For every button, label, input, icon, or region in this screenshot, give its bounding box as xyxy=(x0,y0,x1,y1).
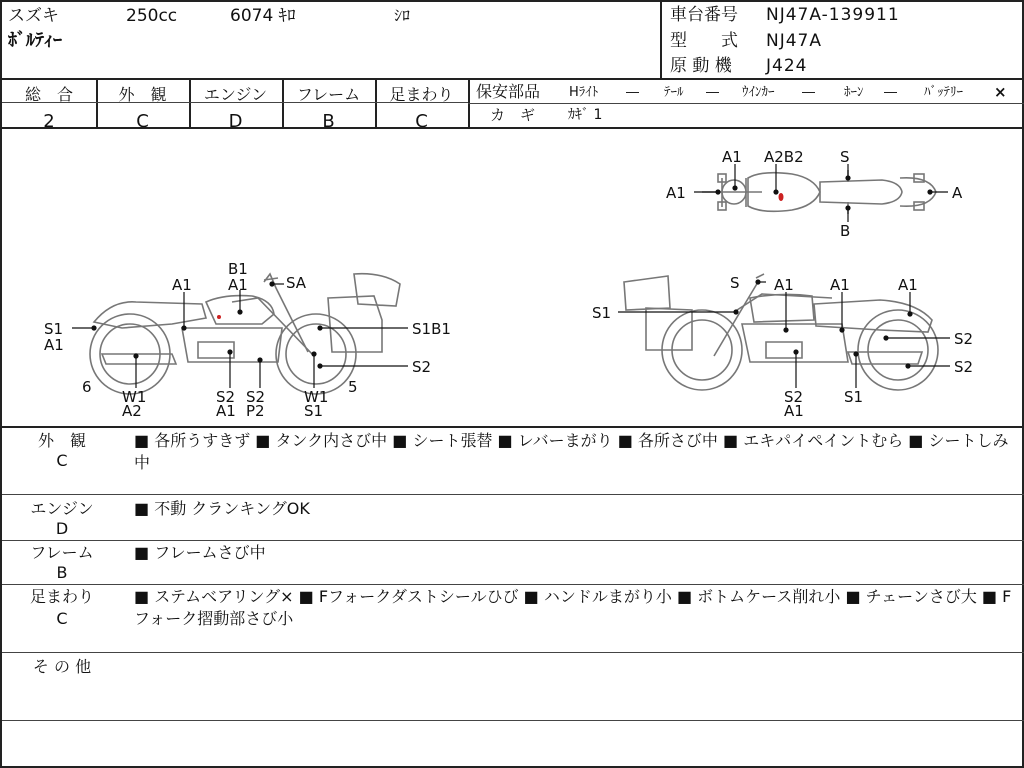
diagram-label: A1 xyxy=(228,276,248,294)
diagram-label: 6 xyxy=(82,378,92,396)
diagram-label: S xyxy=(730,274,740,292)
grade-value: C xyxy=(136,111,149,132)
diagram-label: B xyxy=(840,222,851,240)
note-rule xyxy=(2,720,1024,721)
note-frame xyxy=(2,542,1022,584)
note-head: そ の 他 xyxy=(32,657,92,676)
safety-item-headlight: Hﾗｲﾄ xyxy=(569,85,599,100)
diagram-label: S1B1 xyxy=(412,320,451,338)
safety-value: ― xyxy=(706,85,719,100)
displacement: 250cc xyxy=(126,6,178,26)
grade-value: D xyxy=(228,111,243,132)
diagram-label: S1 xyxy=(304,402,324,420)
note-text: ■ フレームさび中 xyxy=(134,543,266,562)
diagram-label: W1 xyxy=(304,388,329,406)
note-rule xyxy=(2,494,1024,495)
diagram-label: SA xyxy=(286,274,307,292)
diagram-label: S1 xyxy=(44,320,64,338)
diagram-label: S xyxy=(840,148,850,166)
note-other xyxy=(2,654,1022,720)
diagram-label: A xyxy=(952,184,963,202)
note-head: エンジン xyxy=(30,499,94,518)
frame-no-label: 車台番号 xyxy=(670,5,738,25)
diagram-label: S1 xyxy=(592,304,612,322)
diagram-label: A1 xyxy=(830,276,850,294)
diagram-label: S2 xyxy=(412,358,432,376)
key-label: カ ギ xyxy=(490,106,536,124)
diagram-label: S2 xyxy=(216,388,236,406)
note-text: ■ 不動 クランキングOK xyxy=(134,499,310,518)
diagram-label: A1 xyxy=(898,276,918,294)
note-head: 足まわり xyxy=(29,587,94,606)
note-grade: C xyxy=(56,451,68,470)
mileage: 6074 ｷﾛ xyxy=(230,6,296,26)
note-engine xyxy=(2,496,1022,540)
note-rule xyxy=(2,584,1024,585)
diagram-label: S2 xyxy=(954,358,974,376)
safety-item-winker: ｳｲﾝｶｰ xyxy=(742,85,775,100)
type-value: NJ47A xyxy=(766,31,822,51)
damage-mark xyxy=(779,193,784,201)
diagram-label: W1 xyxy=(122,388,147,406)
note-rule xyxy=(2,652,1024,653)
safety-value: × xyxy=(994,83,1007,101)
damage-marks xyxy=(217,193,784,319)
safety-value: ― xyxy=(626,85,639,100)
diagram-label: A1 xyxy=(172,276,192,294)
maker: スズキ xyxy=(8,6,59,26)
diagram-label: A2B2 xyxy=(764,148,804,166)
note-grade: B xyxy=(56,563,68,582)
diagram-label: S2 xyxy=(784,388,804,406)
grade-value: 2 xyxy=(43,111,55,132)
diagram-label: A1 xyxy=(44,336,64,354)
note-rule xyxy=(2,540,1024,541)
grade-label: 外 観 xyxy=(118,85,167,104)
safety-item-horn: ﾎｰﾝ xyxy=(844,85,864,100)
engine-label: 原 動 機 xyxy=(670,56,732,76)
note-exterior xyxy=(2,428,1022,494)
note-grade: D xyxy=(55,519,69,538)
diagram-label: A1 xyxy=(784,402,804,420)
grade-value: C xyxy=(415,111,428,132)
safety-label: 保安部品 xyxy=(476,82,541,101)
grade-label: 総 合 xyxy=(24,85,73,104)
diagram-label: A1 xyxy=(774,276,794,294)
diagram-label: 5 xyxy=(348,378,358,396)
type-label: 型 式 xyxy=(670,31,738,51)
diagram-label: A1 xyxy=(216,402,236,420)
safety-item-battery: ﾊﾞｯﾃﾘｰ xyxy=(924,85,963,100)
diagram-label: S2 xyxy=(954,330,974,348)
color: ｼﾛ xyxy=(394,6,411,25)
grade-label: フレーム xyxy=(296,85,361,104)
top-view-bike xyxy=(702,170,936,214)
note-head: フレーム xyxy=(30,543,94,562)
note-text: ■ ステムベアリング× ■ Fフォークダストシールひび ■ ハンドルまがり小 ■ ボトムケース削れ小 ■ チェーンさび大 ■ Fフォーク摺動部さび小 xyxy=(134,587,1012,628)
frame-no: NJ47A-139911 xyxy=(766,5,900,25)
diagram-label: A2 xyxy=(122,402,142,420)
diagram-label: A1 xyxy=(666,184,686,202)
engine-value: J424 xyxy=(766,56,808,76)
note-head: 外 観 xyxy=(37,431,86,450)
note-suspension xyxy=(2,586,1022,652)
diagram-label: S1 xyxy=(844,388,864,406)
safety-item-tail: ﾃｰﾙ xyxy=(664,85,684,100)
diagram-label: S2 xyxy=(246,388,266,406)
safety-value: ― xyxy=(802,85,815,100)
grade-label: 足まわり xyxy=(389,85,454,104)
diagram-label: B1 xyxy=(228,260,248,278)
diagram-label: P2 xyxy=(246,402,265,420)
safety-value: ― xyxy=(884,85,897,100)
note-text: ■ 各所うすきず ■ タンク内さび中 ■ シート張替 ■ レバーまがり ■ 各所さび中 ■ エキパイペイントむら ■ シートしみ中 xyxy=(134,431,1009,472)
model-name: ﾎﾞﾙﾃｨｰ xyxy=(8,30,62,51)
diagram-label: A1 xyxy=(722,148,742,166)
grade-value: B xyxy=(322,111,335,132)
grade-label: エンジン xyxy=(203,85,268,104)
damage-mark xyxy=(217,315,221,319)
key-value: ｶｷﾞ 1 xyxy=(568,107,603,123)
note-grade: C xyxy=(56,609,68,628)
